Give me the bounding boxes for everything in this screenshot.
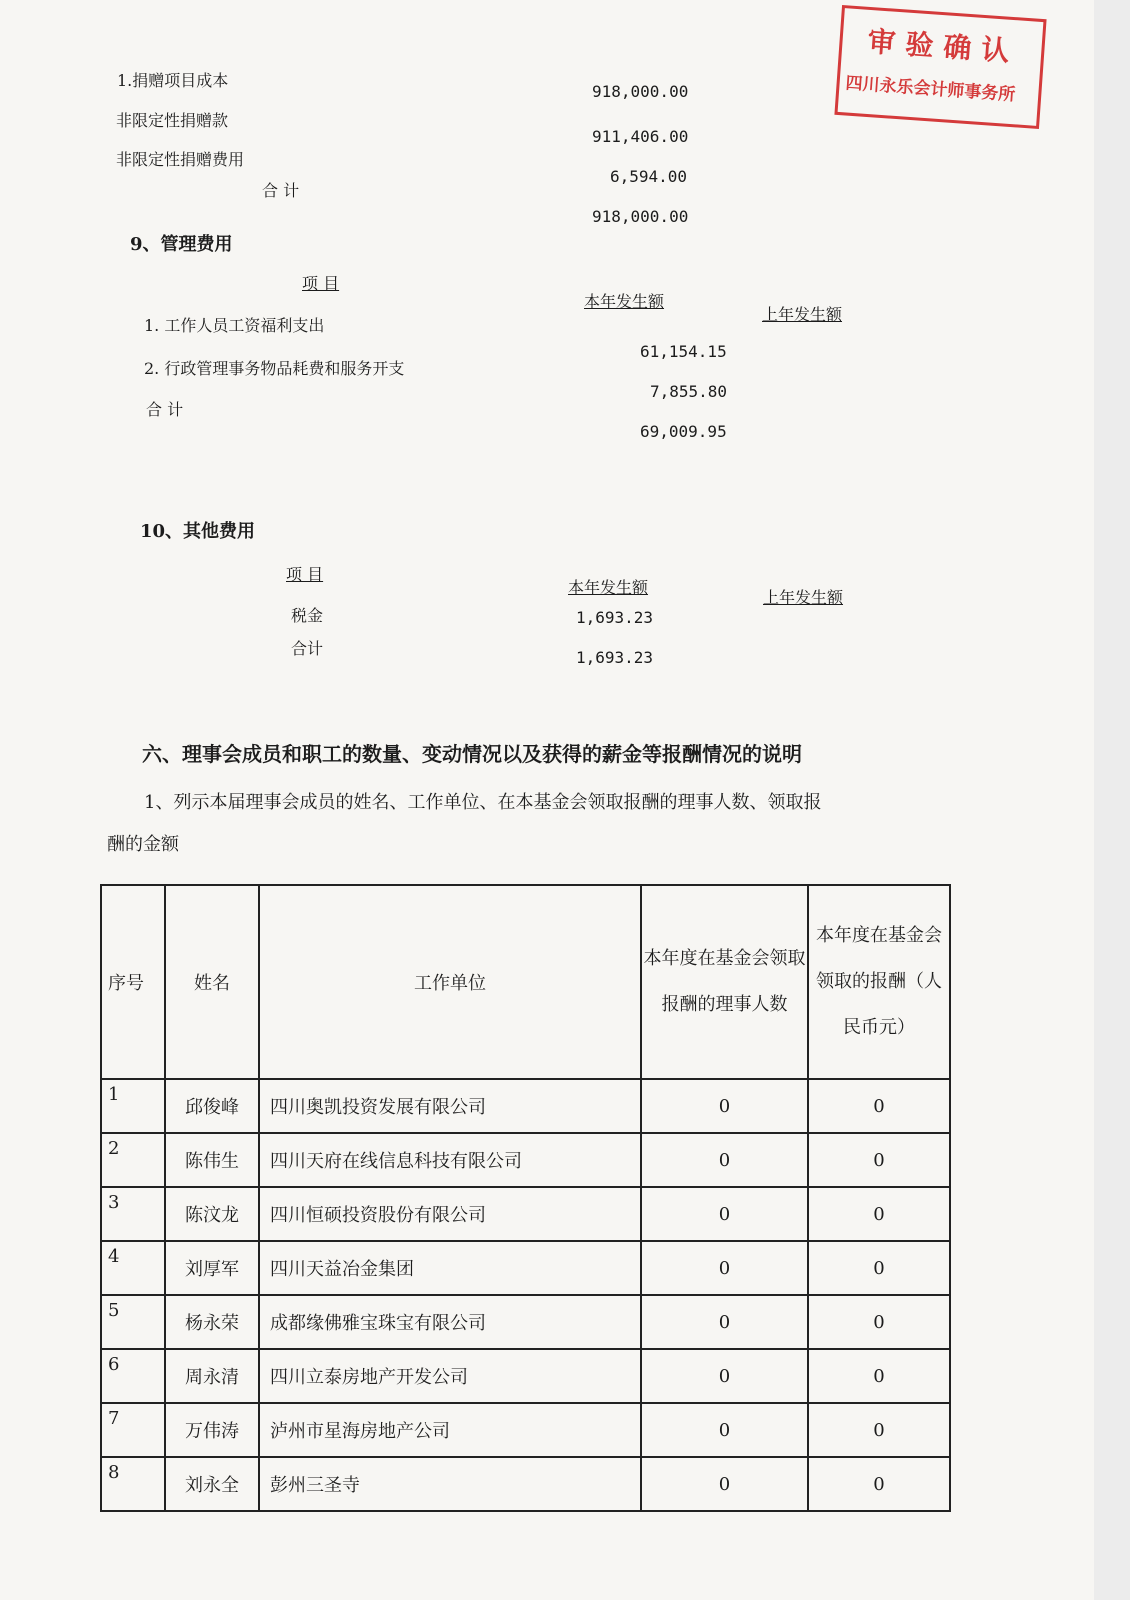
row-amount: 0	[808, 1295, 950, 1349]
header-no: 序号	[101, 885, 165, 1079]
table-header-row	[101, 885, 950, 1079]
other-row-1-label: 税金	[291, 606, 324, 625]
stamp-line1: 审验确认	[866, 24, 1021, 69]
row-name: 刘厚军	[165, 1241, 259, 1295]
page-edge	[1094, 0, 1130, 1600]
table-row	[101, 1295, 950, 1349]
table-row	[101, 1187, 950, 1241]
row-count: 0	[641, 1241, 808, 1295]
mgmt-col-item: 项 目	[302, 274, 340, 293]
row-no: 6	[101, 1349, 165, 1403]
row-amount: 0	[808, 1187, 950, 1241]
row-amount: 0	[808, 1349, 950, 1403]
mgmt-row-2-value: 7,855.80	[650, 382, 728, 401]
donation-label-3: 非限定性捐赠费用	[116, 150, 245, 169]
row-count: 0	[641, 1133, 808, 1187]
mgmt-col-current: 本年发生额	[584, 292, 665, 311]
row-org: 彭州三圣寺	[259, 1457, 641, 1511]
row-org: 四川奥凯投资发展有限公司	[259, 1079, 641, 1133]
row-org: 四川立泰房地产开发公司	[259, 1349, 641, 1403]
row-no: 1	[101, 1079, 165, 1133]
row-amount: 0	[808, 1241, 950, 1295]
row-no: 8	[101, 1457, 165, 1511]
mgmt-row-1-value: 61,154.15	[640, 342, 727, 361]
other-row-1-value: 1,693.23	[576, 608, 654, 627]
other-col-current: 本年发生额	[568, 578, 649, 597]
row-count: 0	[641, 1403, 808, 1457]
donation-label-4: 合 计	[262, 181, 300, 200]
row-name: 陈伟生	[165, 1133, 259, 1187]
row-org: 成都缘佛雅宝珠宝有限公司	[259, 1295, 641, 1349]
row-name: 万伟涛	[165, 1403, 259, 1457]
row-count: 0	[641, 1079, 808, 1133]
row-name: 陈汶龙	[165, 1187, 259, 1241]
row-no: 4	[101, 1241, 165, 1295]
table-row	[101, 1241, 950, 1295]
row-name: 周永清	[165, 1349, 259, 1403]
section6-para-line1: 1、列示本届理事会成员的姓名、工作单位、在本基金会领取报酬的理事人数、领取报	[144, 792, 822, 813]
row-count: 0	[641, 1187, 808, 1241]
header-count: 本年度在基金会领取报酬的理事人数	[641, 885, 808, 1079]
donation-label-2: 非限定性捐赠款	[116, 111, 229, 130]
other-col-item: 项 目	[286, 565, 324, 584]
row-org: 四川天府在线信息科技有限公司	[259, 1133, 641, 1187]
header-amount: 本年度在基金会领取的报酬（人民币元）	[808, 885, 950, 1079]
stamp-line2: 四川永乐会计师事务所	[844, 73, 1016, 106]
board-members-table	[100, 884, 951, 1512]
other-title: 10、其他费用	[140, 521, 256, 542]
row-name: 刘永全	[165, 1457, 259, 1511]
donation-value-2: 911,406.00	[592, 127, 689, 146]
mgmt-col-prior: 上年发生额	[762, 305, 843, 324]
header-name: 姓名	[165, 885, 259, 1079]
mgmt-title: 9、管理费用	[130, 234, 233, 255]
row-name: 杨永荣	[165, 1295, 259, 1349]
row-amount: 0	[808, 1079, 950, 1133]
other-row-2-label: 合计	[291, 639, 324, 658]
row-amount: 0	[808, 1403, 950, 1457]
row-no: 2	[101, 1133, 165, 1187]
row-amount: 0	[808, 1133, 950, 1187]
section6-para-line2: 酬的金额	[107, 834, 179, 855]
audit-stamp	[834, 5, 1046, 129]
row-amount: 0	[808, 1457, 950, 1511]
section6-heading: 六、理事会成员和职工的数量、变动情况以及获得的薪金等报酬情况的说明	[142, 742, 802, 766]
row-count: 0	[641, 1457, 808, 1511]
row-no: 3	[101, 1187, 165, 1241]
mgmt-row-3-value: 69,009.95	[640, 422, 727, 441]
row-no: 7	[101, 1403, 165, 1457]
mgmt-row-3-label: 合 计	[146, 400, 184, 419]
row-count: 0	[641, 1295, 808, 1349]
table-row	[101, 1133, 950, 1187]
row-no: 5	[101, 1295, 165, 1349]
row-org: 泸州市星海房地产公司	[259, 1403, 641, 1457]
donation-label-1: 1.捐赠项目成本	[117, 71, 229, 90]
other-col-prior: 上年发生额	[763, 588, 844, 607]
table-row	[101, 1349, 950, 1403]
other-row-2-value: 1,693.23	[576, 648, 654, 667]
donation-value-3: 6,594.00	[610, 167, 688, 186]
table-row	[101, 1457, 950, 1511]
row-name: 邱俊峰	[165, 1079, 259, 1133]
header-org: 工作单位	[259, 885, 641, 1079]
mgmt-row-2-label: 2. 行政管理事务物品耗费和服务开支	[144, 359, 405, 378]
table-row	[101, 1079, 950, 1133]
row-org: 四川恒硕投资股份有限公司	[259, 1187, 641, 1241]
table-row	[101, 1403, 950, 1457]
donation-value-4: 918,000.00	[592, 207, 689, 226]
row-org: 四川天益冶金集团	[259, 1241, 641, 1295]
mgmt-row-1-label: 1. 工作人员工资福利支出	[144, 316, 325, 335]
donation-value-1: 918,000.00	[592, 82, 689, 101]
row-count: 0	[641, 1349, 808, 1403]
